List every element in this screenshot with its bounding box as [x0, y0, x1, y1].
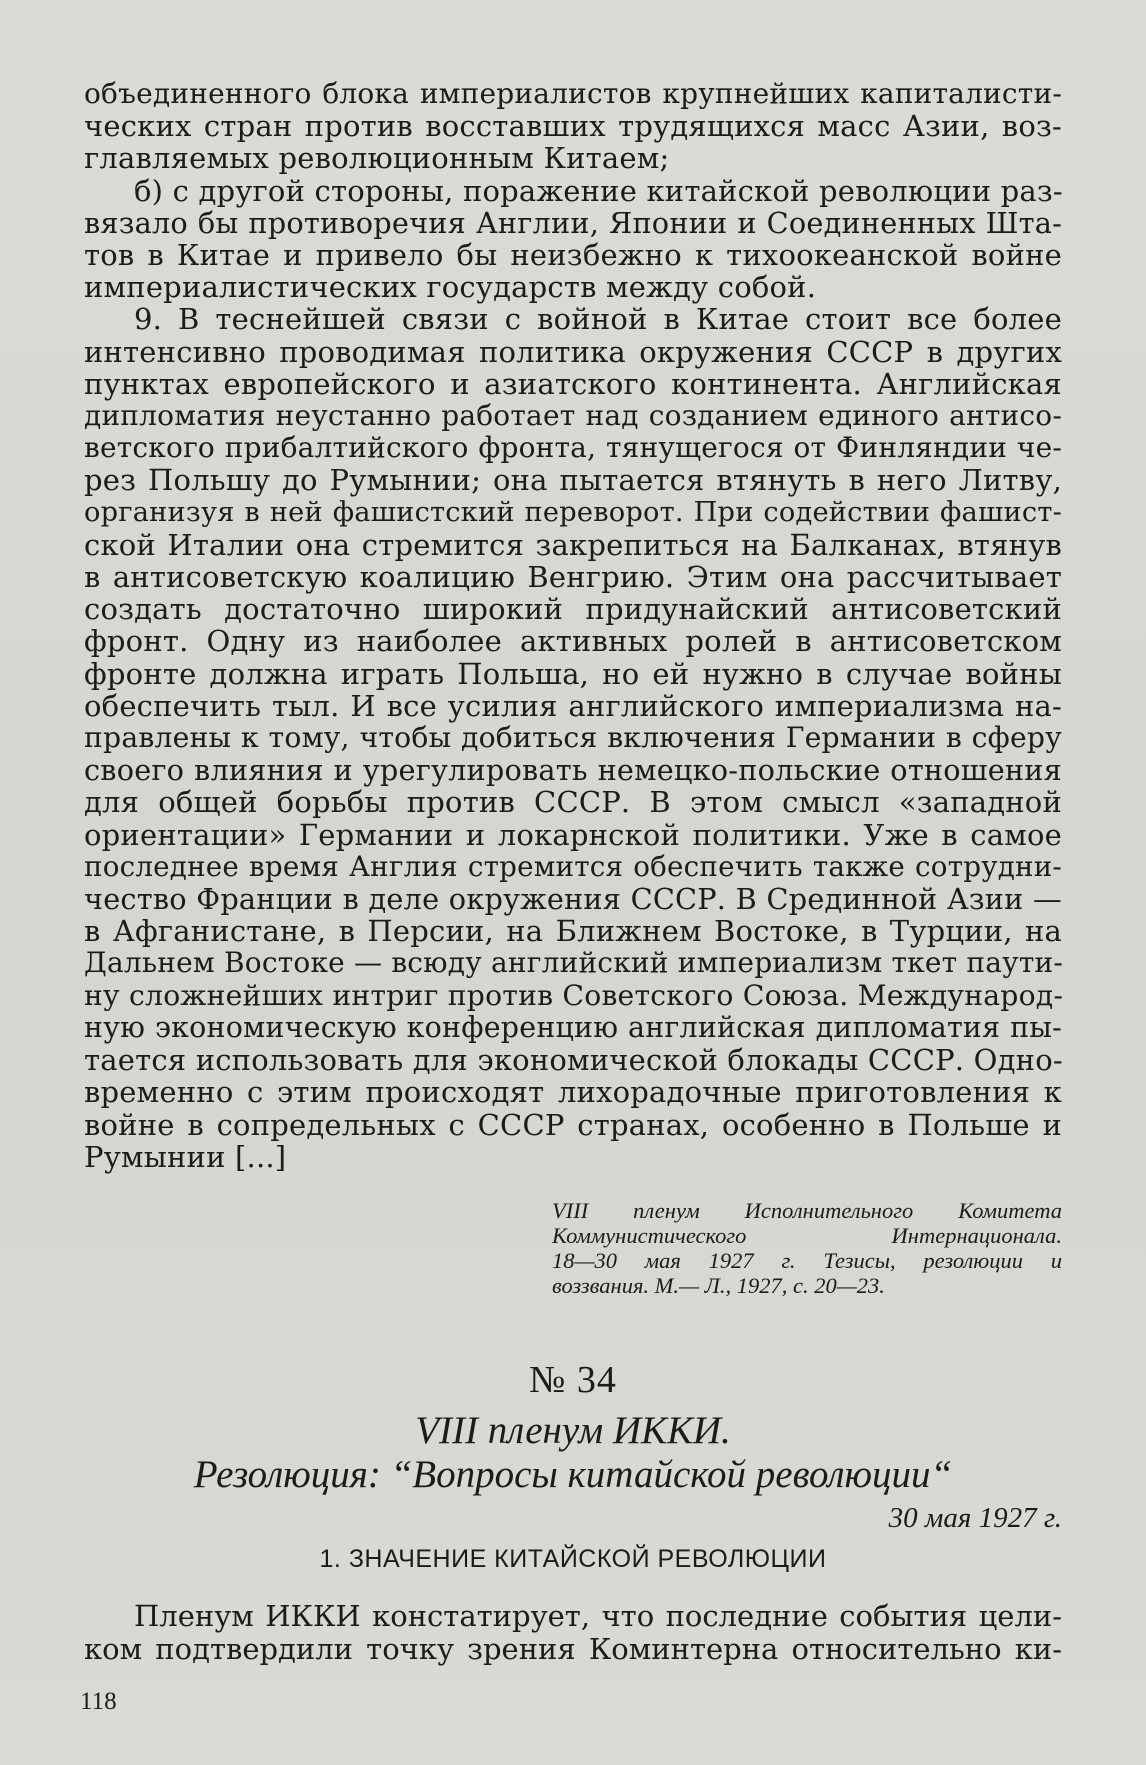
text-line: временно с этим происходят лихорадочные приготовления к — [84, 1075, 1062, 1110]
text-line: ориентации» Германии и локарнской политики. Уже в самое — [84, 817, 1062, 852]
document-title-line1: VIII пленум ИККИ. — [415, 1409, 731, 1452]
resolution-text — [84, 1600, 1062, 1666]
text-line: в Афганистане, в Персии, на Ближнем Востоке, в Турции, на — [84, 914, 1062, 949]
text-line: Дальнем Востоке — всюду английский империализм ткет паути- — [84, 946, 1064, 980]
text-line: Румынии [...] — [84, 1139, 287, 1174]
text-line: своего влияния и урегулировать немецко-польские отношения — [84, 753, 1062, 788]
citation-line: VIII пленум Исполнительного Комитета — [552, 1198, 1062, 1223]
text-line: создать достаточно широкий придунайский антисоветский — [84, 592, 1062, 627]
text-line: последнее время Англия стремится обеспечить также сотрудни- — [84, 849, 1062, 883]
text-line: ской Италии она стремится закрепиться на Балканах, втянув — [84, 527, 1062, 562]
text-line: ну сложнейших интриг против Советского Союза. Международ- — [84, 978, 1064, 1012]
text-line: ную экономическую конференцию английская дипломатия пы- — [84, 1010, 1062, 1044]
text-line: фронте должна играть Польша, но ей нужно в случае войны — [84, 656, 1062, 691]
document-title-line2: Резолюция: “Вопросы китайской революции“ — [193, 1453, 953, 1496]
text-line: объединенного блока империалистов крупнейших капиталисти- — [84, 77, 1062, 110]
citation-line: Коммунистического Интернационала. — [552, 1223, 1062, 1248]
text-line: интенсивно проводимая политика окружения СССР в других — [84, 334, 1062, 369]
text-line: ком подтвердили точку зрения Коминтерна относительно ки- — [84, 1632, 1062, 1666]
document-number: № 34 — [529, 1359, 617, 1401]
text-line: империалистических государств между собой. — [84, 270, 817, 305]
main-text-column — [84, 78, 1062, 1173]
text-line: б) с другой стороны, поражение китайской революции раз- — [134, 173, 1063, 208]
section-heading: 1. ЗНАЧЕНИЕ КИТАЙСКОЙ РЕВОЛЮЦИИ — [319, 1545, 827, 1573]
citation-line: 18—30 мая 1927 г. Тезисы, резолюции и — [552, 1248, 1062, 1273]
source-citation — [552, 1198, 1062, 1298]
text-line: чество Франции в деле окружения СССР. В Срединной Азии — — [84, 882, 1062, 917]
text-line: тов в Китае и привело бы неизбежно к тихоокеанской войне — [84, 238, 1062, 273]
text-line: в антисоветскую коалицию Венгрию. Этим она рассчитывает — [84, 560, 1062, 595]
text-line: вязало бы противоречия Англии, Японии и Соединенных Шта- — [84, 205, 1062, 240]
text-line: дипломатия неустанно работает над созданием единого антисо- — [84, 399, 1062, 433]
document-date: 30 мая 1927 г. — [888, 1502, 1062, 1534]
text-line: правлены к тому, чтобы добиться включения Германии в сферу — [84, 721, 1062, 755]
text-line: ветского прибалтийского фронта, тянущегося от Финляндии че- — [84, 431, 1062, 465]
text-line: для общей борьбы против СССР. В этом смысл «западной — [84, 785, 1062, 820]
text-line: главляемых революционным Китаем; — [84, 141, 670, 176]
text-line: Пленум ИККИ констатирует, что последние события цели- — [134, 1599, 1062, 1633]
text-line: 9. В теснейшей связи с войной в Китае стоит все более — [134, 302, 1062, 337]
text-line: войне в сопредельных с СССР странах, особенно в Польше и — [84, 1107, 1062, 1142]
text-line: рез Польшу до Румынии; она пытается втянуть в него Литву, — [84, 463, 1062, 498]
text-line: обеспечить тыл. И все усилия английского империализма на- — [84, 688, 1062, 723]
text-line: тается использовать для экономической блокады СССР. Одно- — [84, 1043, 1063, 1078]
text-line: пунктах европейского и азиатского континента. Английская — [84, 366, 1062, 401]
text-line: ческих стран против восставших трудящихся масс Азии, воз- — [84, 109, 1062, 144]
page-number: 118 — [80, 1688, 117, 1715]
text-line: фронт. Одну из наиболее активных ролей в антисоветском — [84, 624, 1062, 659]
citation-line: воззвания. М.— Л., 1927, с. 20—23. — [552, 1273, 885, 1298]
text-line: организуя в ней фашистский переворот. При содействии фашист- — [84, 496, 1062, 528]
